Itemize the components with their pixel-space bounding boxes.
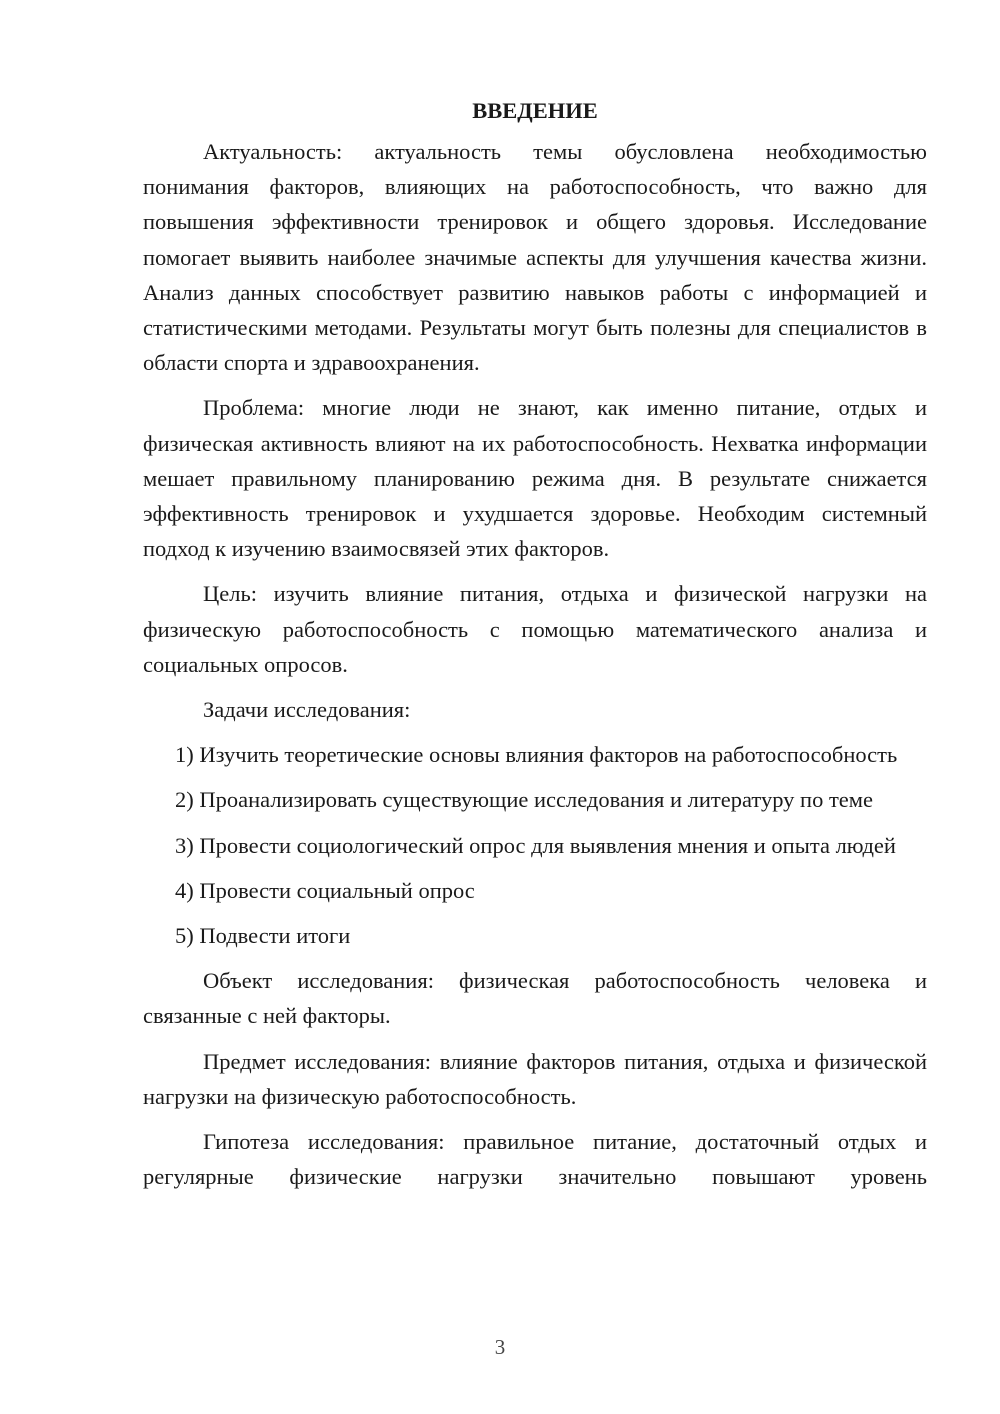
task-item-2: 2) Проанализировать существующие исследования и литературу по теме — [175, 787, 873, 813]
page-content — [143, 96, 927, 1204]
task-item-3: 3) Провести социологический опрос для выявления мнения и опыта людей — [175, 832, 896, 858]
paragraph-relevance: Актуальность: актуальность темы обусловлена необходимостью понимания факторов, влияющих на работоспособность, что важно для повышения эффективности тренировок и общего здоровья. Исследование помогает выявить наиболее значимые аспекты для улучшения качества жизни. Анализ данных способствует развитию навыков работы с информацией и статистическими методами. Результаты могут быть полезны для специалистов в области спорта и здравоохранения. — [143, 139, 927, 376]
paragraph-subject: Предмет исследования: влияние факторов питания, отдыха и физической нагрузки на физическую работоспособность. — [143, 1048, 927, 1109]
page-number: 3 — [494, 1335, 506, 1359]
task-item-1: 1) Изучить теоретические основы влияния факторов на работоспособность — [175, 742, 898, 768]
section-heading: ВВЕДЕНИЕ — [472, 98, 598, 123]
paragraph-hypothesis: Гипотеза исследования: правильное питание, достаточный отдых и регулярные физические нагрузки значительно повышают уровень — [143, 1129, 927, 1190]
paragraph-goal: Цель: изучить влияние питания, отдыха и физической нагрузки на физическую работоспособность с помощью математического анализа и социальных опросов. — [143, 581, 927, 677]
paragraph-object: Объект исследования: физическая работоспособность человека и связанные с ней факторы. — [143, 968, 927, 1029]
task-item-5: 5) Подвести итоги — [175, 923, 351, 949]
tasks-heading: Задачи исследования: — [203, 697, 411, 723]
tasks-list — [143, 737, 927, 953]
paragraph-problem: Проблема: многие люди не знают, как именно питание, отдых и физическая активность влияют на их работоспособность. Нехватка информации мешает правильному планированию режима дня. В результате снижается эффективность тренировок и ухудшается здоровье. Необходим системный подход к изучению взаимосвязей этих факторов. — [143, 395, 927, 562]
task-item-4: 4) Провести социальный опрос — [175, 877, 475, 903]
